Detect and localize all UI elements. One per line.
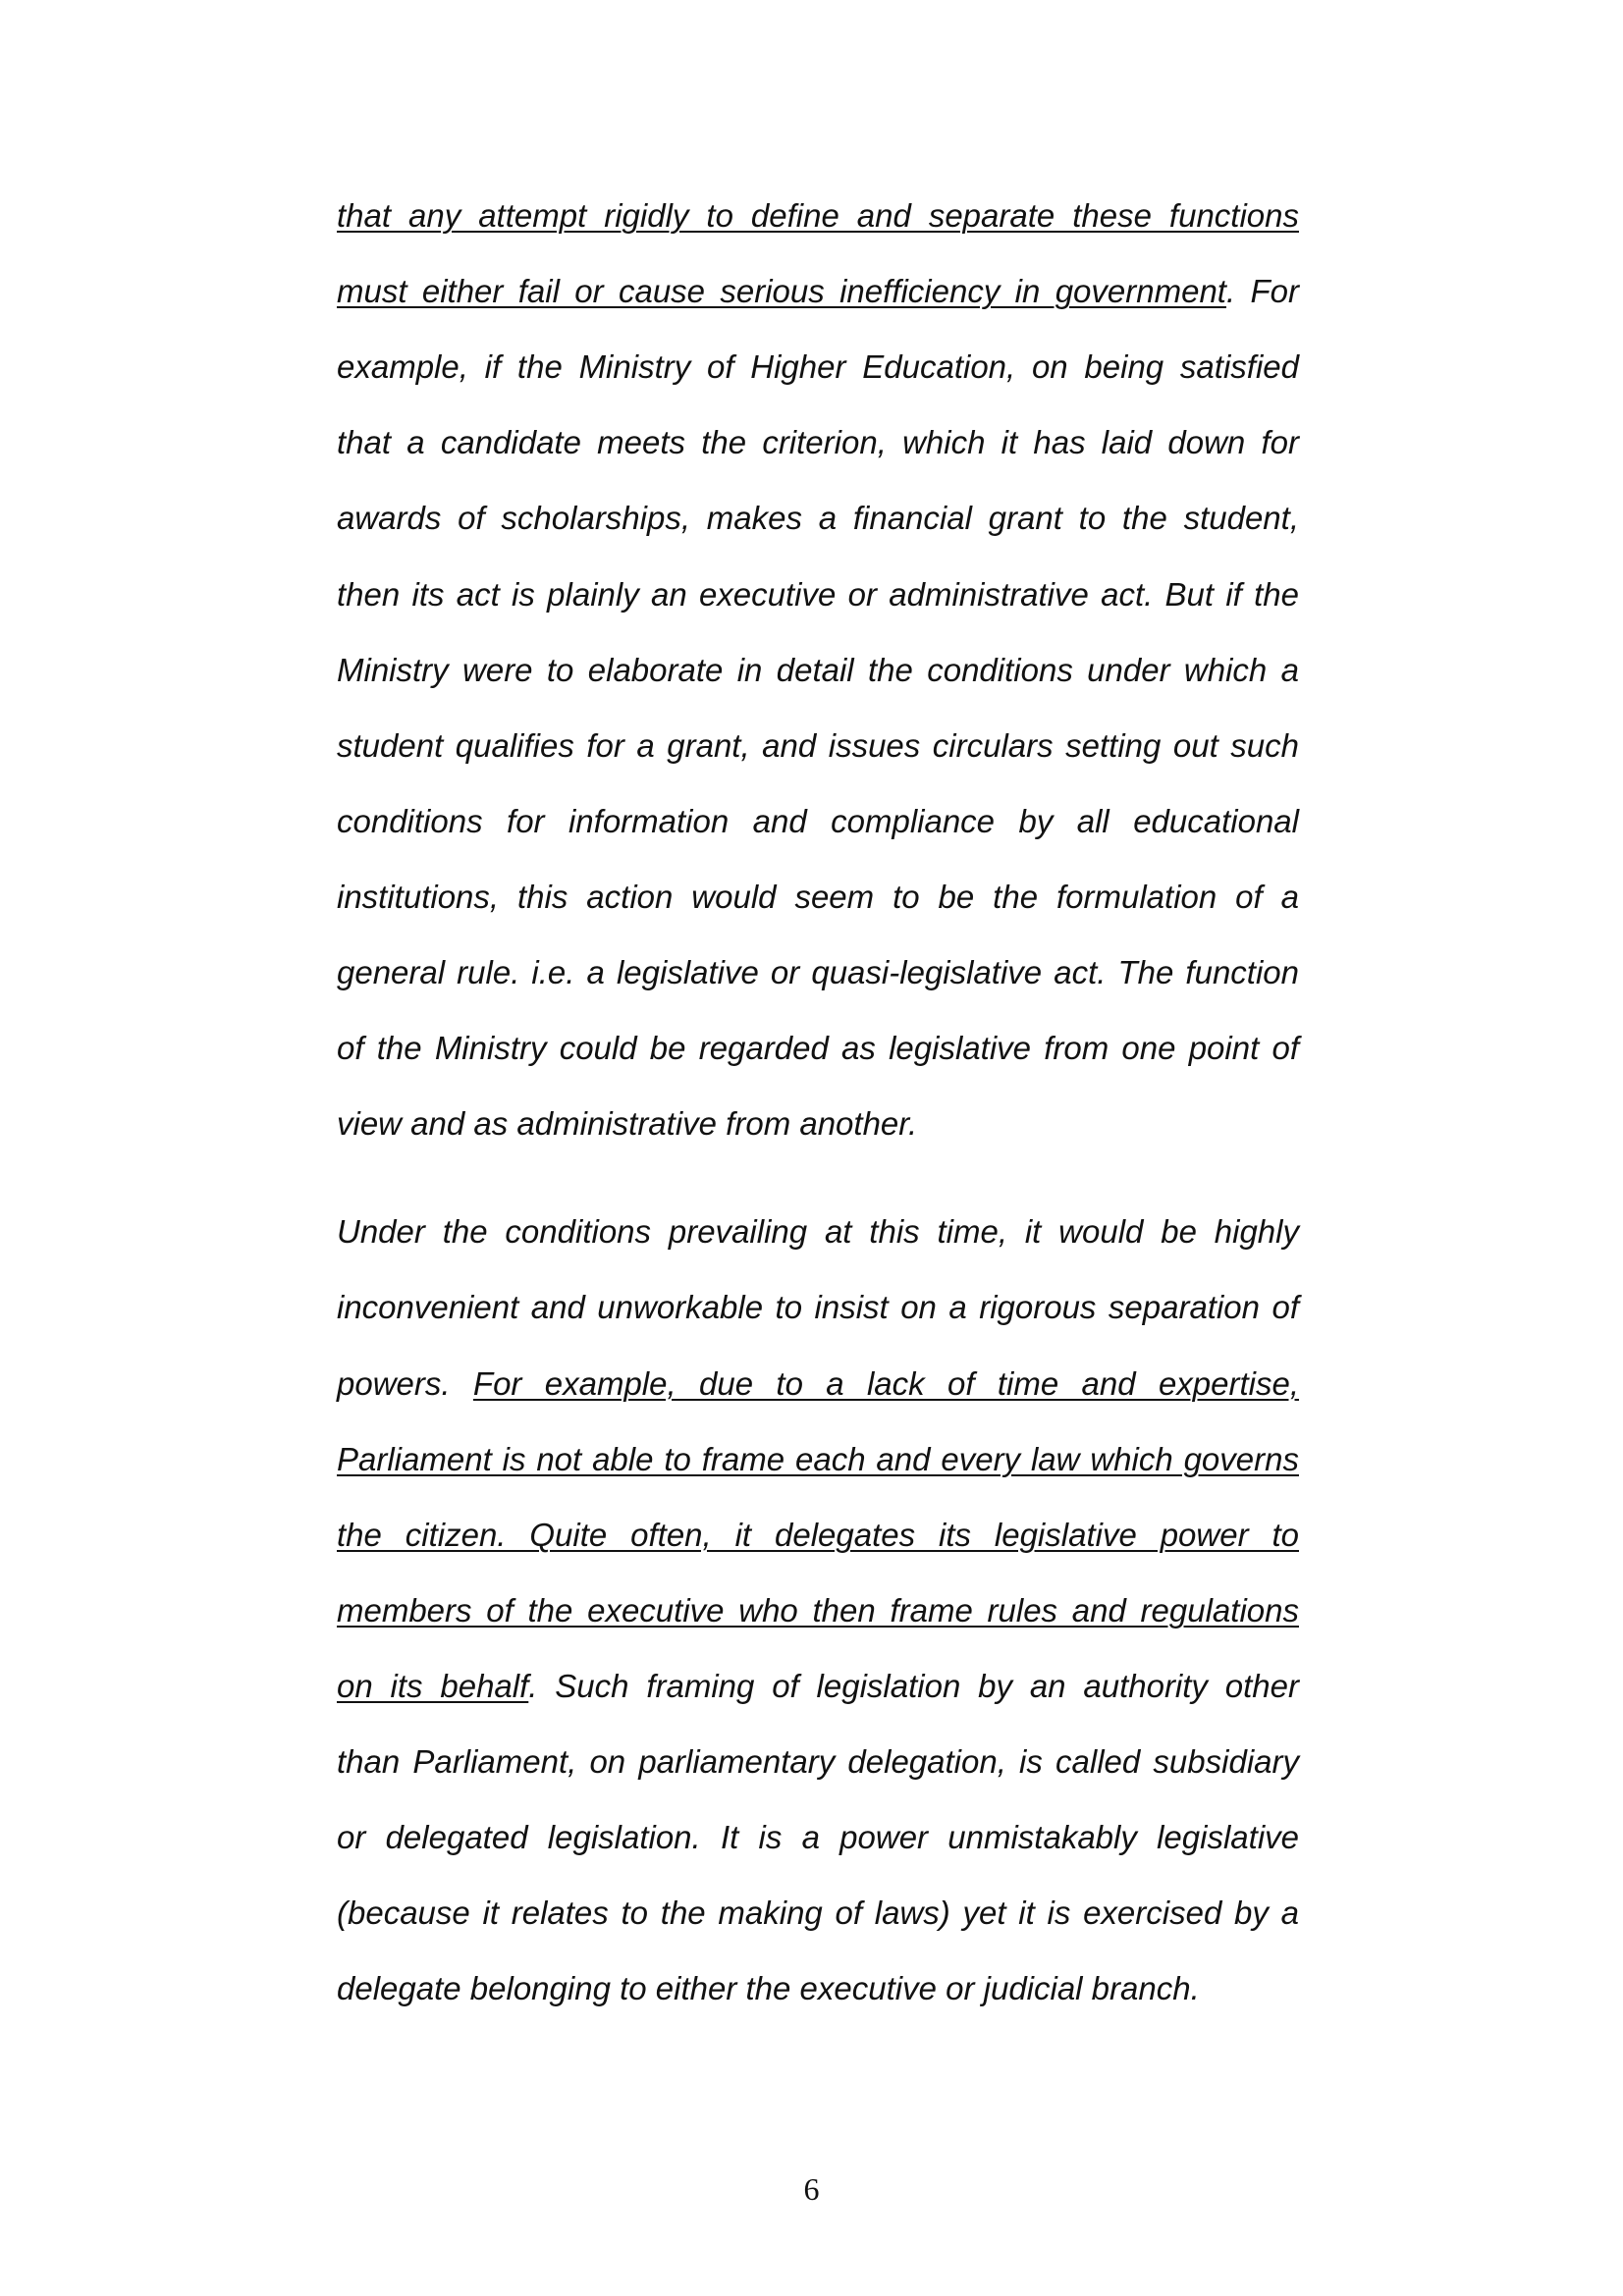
text-segment: conditions for information and compliance by all educational — [337, 802, 1299, 839]
text-segment: that a candidate meets the criterion, which it has laid down for — [337, 424, 1299, 461]
text-line — [337, 194, 1299, 238]
underlined-text: on its behalf — [337, 1667, 529, 1704]
text-line — [337, 876, 1299, 919]
text-line — [337, 346, 1299, 389]
text-segment: Under the conditions prevailing at this time, it would be highly — [337, 1213, 1299, 1251]
text-line — [337, 497, 1299, 540]
text-segment: view and as administrative from another. — [337, 1105, 918, 1143]
underlined-text: Parliament is not able to frame each and every law which governs — [337, 1440, 1299, 1477]
text-segment: (because it relates to the making of laws) yet it is exercised by a — [337, 1895, 1299, 1932]
text-line — [337, 1286, 1299, 1329]
text-segment: example, if the Ministry of Higher Education, on being satisfied — [337, 348, 1299, 386]
underlined-text: the citizen. Quite often, it delegates its legislative power to — [337, 1516, 1299, 1553]
text-segment: delegate belonging to either the executive or judicial branch. — [337, 1970, 1200, 2007]
text-line — [337, 1027, 1299, 1070]
text-line — [337, 421, 1299, 464]
text-line — [337, 951, 1299, 994]
page-number: 6 — [803, 2171, 820, 2207]
text-line — [337, 1514, 1299, 1557]
text-line — [337, 573, 1299, 616]
text-line — [337, 1438, 1299, 1481]
text-line — [337, 1589, 1299, 1632]
text-segment: general rule. i.e. a legislative or quasi-legislative act. The function — [337, 954, 1299, 990]
text-line — [337, 1362, 1299, 1406]
text-segment: awards of scholarships, makes a financial grant to the student, — [337, 500, 1299, 537]
text-segment: then its act is plainly an executive or administrative act. But if the — [337, 575, 1299, 613]
text-line — [337, 1102, 1299, 1146]
text-line — [337, 1816, 1299, 1859]
text-segment: Ministry were to elaborate in detail the conditions under which a — [337, 651, 1299, 688]
text-line — [337, 1892, 1299, 1935]
text-line — [337, 1740, 1299, 1784]
text-segment: student qualifies for a grant, and issues circulars setting out such — [337, 726, 1299, 764]
underlined-text: For example, due to a lack of time and expertise, — [472, 1364, 1300, 1402]
text-line — [337, 649, 1299, 692]
text-line — [337, 800, 1299, 843]
text-line — [337, 1665, 1299, 1708]
text-segment: of the Ministry could be regarded as legislative from one point of — [337, 1030, 1299, 1067]
text-segment: or delegated legislation. It is a power unmistakably legislative — [337, 1819, 1299, 1856]
text-segment: inconvenient and unworkable to insist on a rigorous separation of — [337, 1289, 1299, 1326]
text-segment: . For — [1225, 273, 1299, 310]
text-line — [337, 270, 1299, 313]
underlined-text: members of the executive who then frame rules and regulations — [337, 1591, 1299, 1629]
text-segment: powers. — [337, 1364, 473, 1402]
underlined-text: that any attempt rigidly to define and separate these functions — [337, 197, 1299, 234]
text-segment: than Parliament, on parliamentary delegation, is called subsidiary — [337, 1743, 1299, 1780]
text-line — [337, 1210, 1299, 1254]
text-segment: . Such framing of legislation by an authority other — [528, 1667, 1299, 1704]
text-line — [337, 724, 1299, 768]
underlined-text: must either fail or cause serious inefficiency in government — [337, 273, 1226, 310]
text-segment: institutions, this action would seem to be the formulation of a — [337, 878, 1299, 915]
text-line — [337, 1967, 1299, 2010]
